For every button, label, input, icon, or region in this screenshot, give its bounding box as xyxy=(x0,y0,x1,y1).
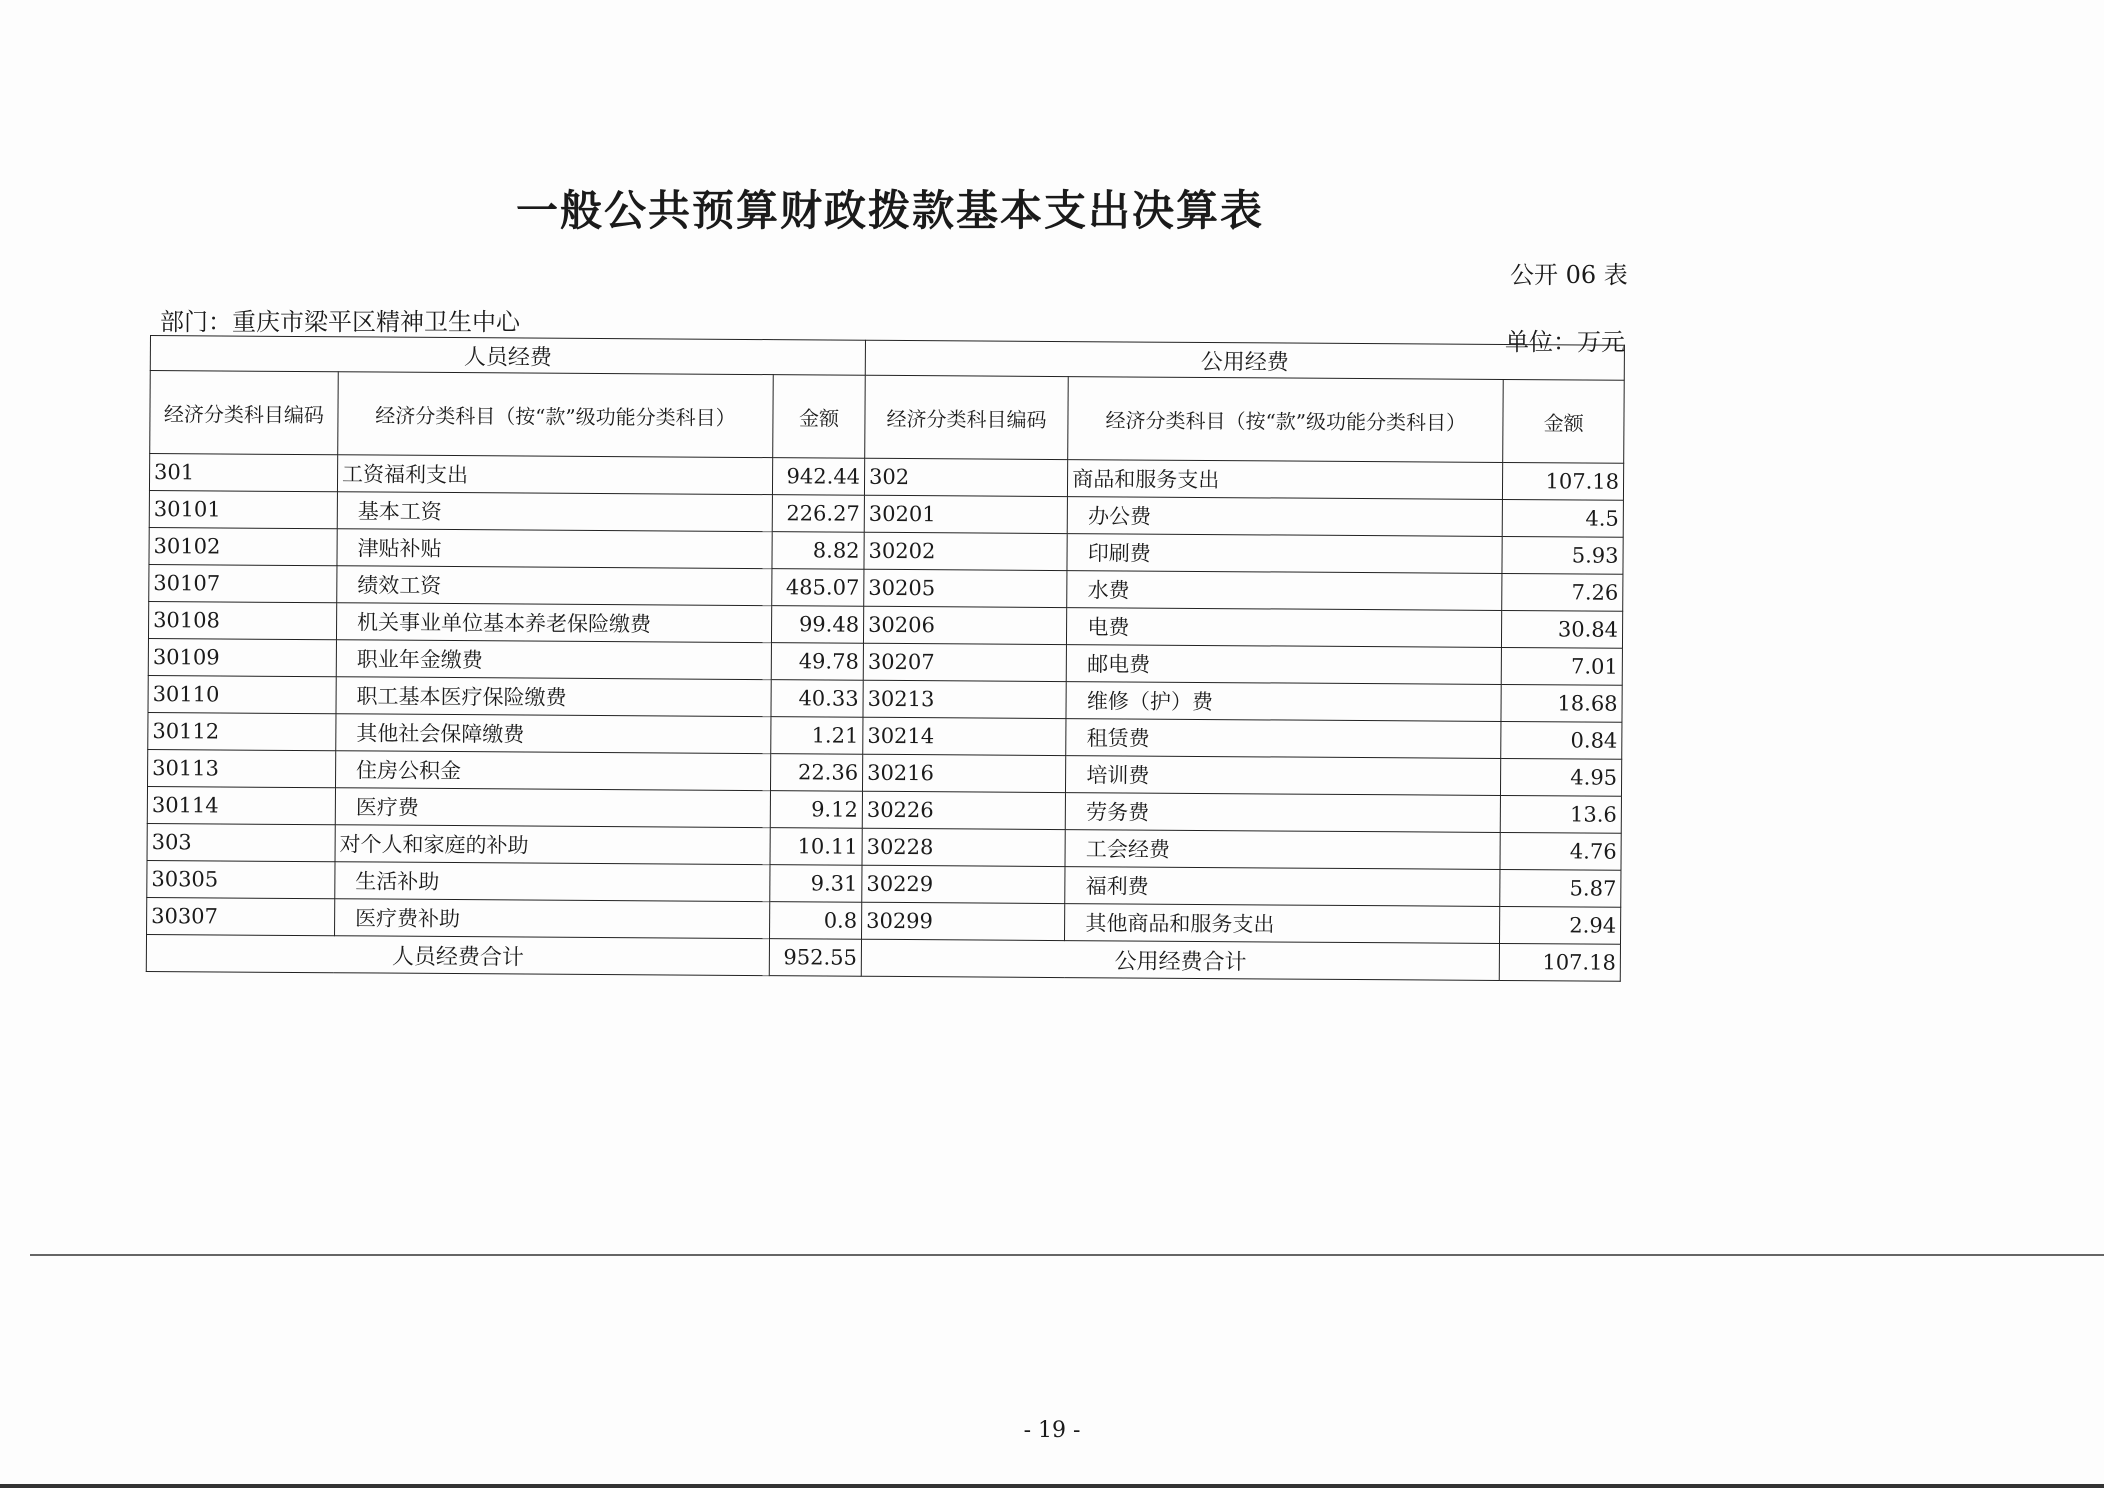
public-name-cell: 劳务费 xyxy=(1066,793,1501,833)
public-code-cell: 30229 xyxy=(862,865,1066,903)
personnel-code-cell: 30307 xyxy=(147,897,335,935)
personnel-name-cell: 职业年金缴费 xyxy=(336,640,771,680)
personnel-name-cell: 工资福利支出 xyxy=(337,455,772,495)
public-code-cell: 30201 xyxy=(864,495,1068,533)
public-code-cell: 30207 xyxy=(863,643,1067,681)
public-amount-cell: 18.68 xyxy=(1501,684,1622,722)
department-label: 部门：重庆市梁平区精神卫生中心 xyxy=(160,308,520,336)
personnel-code-cell: 30109 xyxy=(148,638,336,676)
public-amount-cell: 2.94 xyxy=(1500,906,1621,944)
personnel-name-cell: 医疗费补助 xyxy=(334,899,769,939)
public-amount-cell: 7.01 xyxy=(1502,647,1623,685)
section-public: 公用经费 xyxy=(865,340,1624,380)
public-code-cell: 30226 xyxy=(862,791,1066,829)
personnel-name-cell: 对个人和家庭的补助 xyxy=(335,825,770,865)
page-number: - 19 - xyxy=(1023,1418,1081,1443)
page-divider xyxy=(30,1254,2104,1256)
public-amount-cell: 30.84 xyxy=(1502,610,1623,648)
public-amount-cell: 4.95 xyxy=(1501,758,1622,796)
column-header-row xyxy=(150,371,1625,464)
personnel-code-cell: 30101 xyxy=(149,490,337,528)
personnel-code-cell: 30107 xyxy=(149,564,337,602)
public-total-label: 公用经费合计 xyxy=(861,939,1500,980)
header-name: 经济分类科目（按“款”级功能分类科目） xyxy=(1068,377,1504,463)
header-code: 经济分类科目编码 xyxy=(150,371,338,455)
personnel-code-cell: 30110 xyxy=(148,675,336,713)
personnel-amount-cell: 10.11 xyxy=(770,828,862,866)
personnel-total-label: 人员经费合计 xyxy=(146,934,769,975)
personnel-amount-cell: 99.48 xyxy=(772,606,864,644)
public-amount-cell: 7.26 xyxy=(1502,573,1623,611)
personnel-name-cell: 医疗费 xyxy=(335,788,770,828)
public-amount-cell: 0.84 xyxy=(1501,721,1622,759)
personnel-name-cell: 机关事业单位基本养老保险缴费 xyxy=(336,603,771,643)
form-number: 公开 06 表 xyxy=(1510,261,1628,289)
personnel-code-cell: 30102 xyxy=(149,527,337,565)
public-code-cell: 30205 xyxy=(864,569,1068,607)
header-code: 经济分类科目编码 xyxy=(865,375,1069,459)
bottom-border xyxy=(0,1484,2104,1488)
public-code-cell: 30216 xyxy=(863,754,1067,792)
personnel-amount-cell: 0.8 xyxy=(770,902,862,940)
personnel-name-cell: 其他社会保障缴费 xyxy=(336,714,771,754)
public-code-cell: 30299 xyxy=(862,902,1066,940)
public-name-cell: 培训费 xyxy=(1066,756,1501,796)
personnel-name-cell: 职工基本医疗保险缴费 xyxy=(336,677,771,717)
section-personnel: 人员经费 xyxy=(150,336,865,376)
personnel-amount-cell: 40.33 xyxy=(771,680,863,718)
personnel-code-cell: 303 xyxy=(147,823,335,861)
header-name: 经济分类科目（按“款”级功能分类科目） xyxy=(338,372,774,458)
personnel-code-cell: 301 xyxy=(149,454,337,492)
public-code-cell: 30228 xyxy=(862,828,1066,866)
personnel-code-cell: 30108 xyxy=(148,601,336,639)
public-name-cell: 电费 xyxy=(1067,608,1502,648)
public-name-cell: 维修（护）费 xyxy=(1066,682,1501,722)
personnel-amount-cell: 22.36 xyxy=(771,754,863,792)
public-name-cell: 工会经费 xyxy=(1065,830,1500,870)
public-name-cell: 福利费 xyxy=(1065,867,1500,907)
personnel-amount-cell: 9.12 xyxy=(770,791,862,829)
personnel-amount-cell: 942.44 xyxy=(773,458,865,496)
public-name-cell: 水费 xyxy=(1067,571,1502,611)
public-code-cell: 302 xyxy=(864,458,1068,496)
personnel-code-cell: 30112 xyxy=(148,712,336,750)
unit-label: 单位：万元 xyxy=(1505,328,1625,356)
public-amount-cell: 4.76 xyxy=(1500,832,1621,870)
personnel-code-cell: 30113 xyxy=(148,749,336,787)
public-name-cell: 商品和服务支出 xyxy=(1068,460,1503,500)
personnel-amount-cell: 49.78 xyxy=(771,643,863,681)
public-code-cell: 30214 xyxy=(863,717,1067,755)
personnel-amount-cell: 226.27 xyxy=(772,495,864,533)
public-name-cell: 租赁费 xyxy=(1066,719,1501,759)
public-amount-cell: 4.5 xyxy=(1503,499,1624,537)
personnel-code-cell: 30114 xyxy=(147,786,335,824)
public-total-amount: 107.18 xyxy=(1500,943,1621,981)
public-amount-cell: 5.93 xyxy=(1502,536,1623,574)
public-code-cell: 30213 xyxy=(863,680,1067,718)
personnel-code-cell: 30305 xyxy=(147,860,335,898)
public-code-cell: 30202 xyxy=(864,532,1068,570)
public-amount-cell: 107.18 xyxy=(1503,462,1624,500)
personnel-amount-cell: 1.21 xyxy=(771,717,863,755)
personnel-amount-cell: 485.07 xyxy=(772,569,864,607)
personnel-name-cell: 住房公积金 xyxy=(335,751,770,791)
expenditure-table xyxy=(146,335,1625,982)
public-code-cell: 30206 xyxy=(863,606,1067,644)
public-name-cell: 印刷费 xyxy=(1067,534,1502,574)
header-amount: 金额 xyxy=(1503,379,1624,463)
page-title: 一般公共预算财政拨款基本支出决算表 xyxy=(515,186,1264,235)
public-name-cell: 办公费 xyxy=(1067,497,1502,537)
personnel-name-cell: 津贴补贴 xyxy=(337,529,772,569)
public-amount-cell: 13.6 xyxy=(1501,795,1622,833)
personnel-name-cell: 基本工资 xyxy=(337,492,772,532)
header-amount: 金额 xyxy=(773,375,866,459)
personnel-name-cell: 绩效工资 xyxy=(337,566,772,606)
personnel-amount-cell: 9.31 xyxy=(770,865,862,903)
public-name-cell: 其他商品和服务支出 xyxy=(1065,904,1500,944)
public-name-cell: 邮电费 xyxy=(1067,645,1502,685)
personnel-total-amount: 952.55 xyxy=(769,939,861,977)
personnel-amount-cell: 8.82 xyxy=(772,532,864,570)
public-amount-cell: 5.87 xyxy=(1500,869,1621,907)
personnel-name-cell: 生活补助 xyxy=(335,862,770,902)
